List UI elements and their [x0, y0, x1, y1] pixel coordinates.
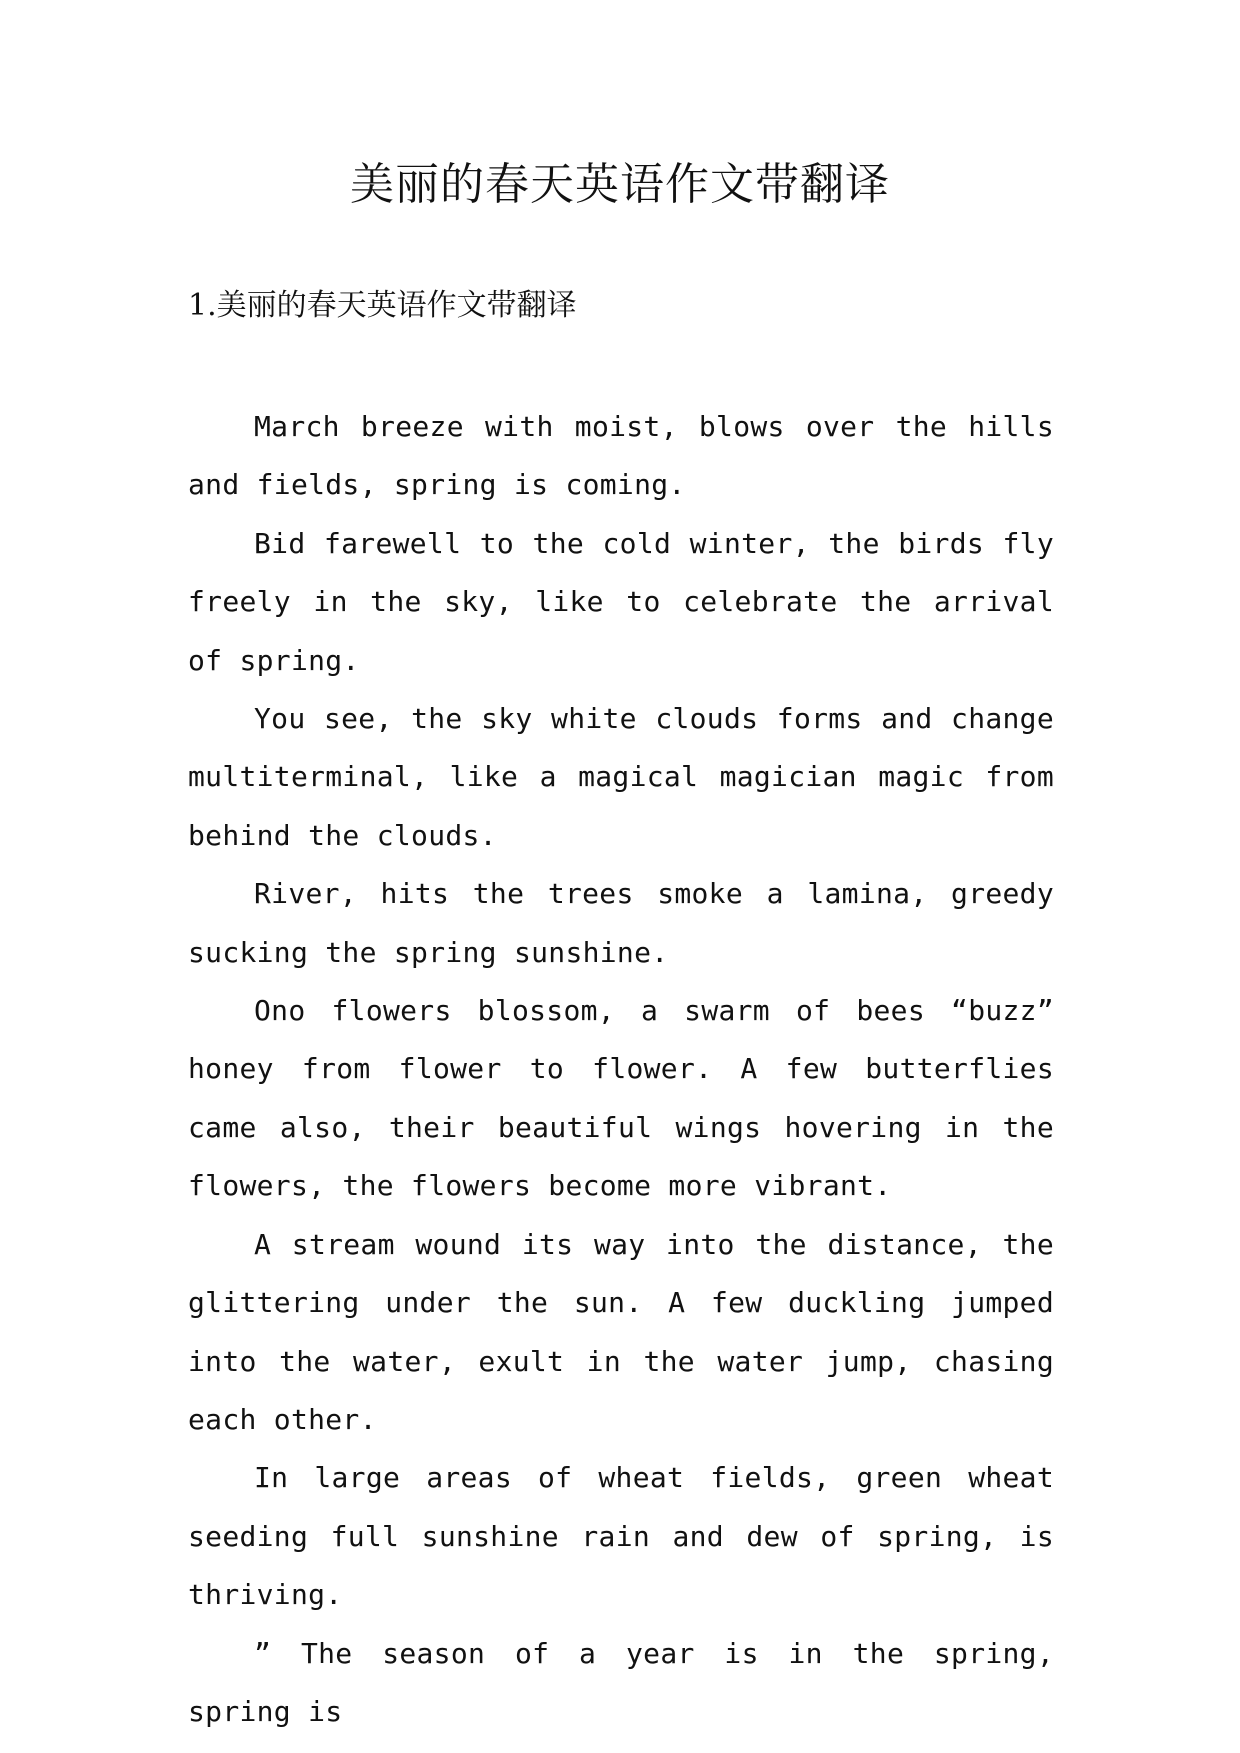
paragraph: A stream wound its way into the distance, the glittering under the sun. A few duckling jumped into the water, exult in the water jump, chasing each other.	[188, 1227, 1054, 1436]
paragraph: River, hits the trees smoke a lamina, greedy sucking the spring sunshine.	[188, 877, 1054, 969]
paragraph: ” The season of a year is in the spring, spring is	[188, 1636, 1054, 1728]
paragraph: Bid farewell to the cold winter, the birds fly freely in the sky, like to celebrate the arrival of spring.	[188, 526, 1054, 677]
paragraph: In large areas of wheat fields, green wheat seeding full sunshine rain and dew of spring, is thriving.	[188, 1461, 1054, 1612]
section-heading: 1.美丽的春天英语作文带翻译	[188, 288, 577, 323]
document-title: 美丽的春天英语作文带翻译	[350, 159, 890, 210]
essay-body	[188, 398, 1054, 1741]
paragraph: March breeze with moist, blows over the hills and fields, spring is coming.	[188, 410, 1054, 502]
paragraph: You see, the sky white clouds forms and change multiterminal, like a magical magician magic from behind the clouds.	[188, 702, 1054, 852]
paragraph: Ono flowers blossom, a swarm of bees “buzz” honey from flower to flower. A few butterflies came also, their beautiful wings hovering in the flowers, the flowers become more vibrant.	[188, 994, 1054, 1203]
